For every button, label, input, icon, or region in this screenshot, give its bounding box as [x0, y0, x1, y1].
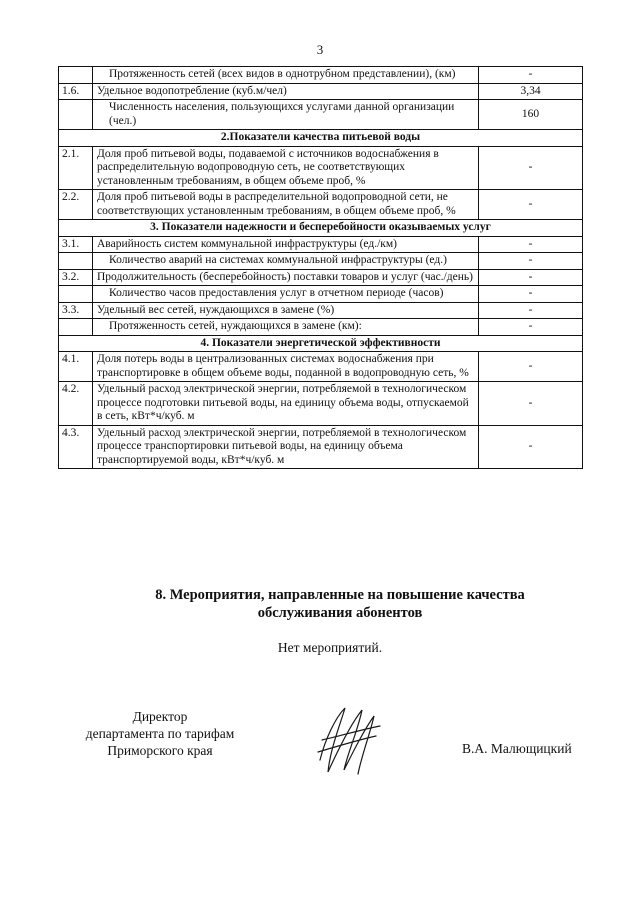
indicator-name: Удельный вес сетей, нуждающихся в замене (%): [93, 302, 479, 319]
table-row: [59, 302, 583, 319]
row-number: 3.3.: [59, 302, 93, 319]
indicators-table: [58, 66, 583, 469]
indicator-value: -: [479, 190, 583, 220]
section-8-heading-line-1: 8. Мероприятия, направленные на повышение качества: [155, 587, 525, 603]
indicator-name: Удельный расход электрической энергии, потребляемой в технологическом процессе транспортировки питьевой воды, на единицу объема транспортируемой воды, кВт*ч/куб. м: [93, 425, 479, 469]
indicator-value: -: [479, 425, 583, 469]
section-header-row: [59, 220, 583, 237]
row-number: 2.2.: [59, 190, 93, 220]
section-header: 2.Показатели качества питьевой воды: [59, 130, 583, 147]
table-row: [59, 190, 583, 220]
row-number: 3.2.: [59, 269, 93, 286]
signatory-name: В.А. Малющицкий: [462, 741, 572, 756]
handwritten-signature: [300, 700, 390, 780]
indicator-value: -: [479, 382, 583, 426]
indicator-name: Аварийность систем коммунальной инфраструктуры (ед./км): [93, 236, 479, 253]
section-8-heading: [100, 586, 580, 622]
table-row: [59, 319, 583, 336]
indicator-value: -: [479, 269, 583, 286]
indicator-value: -: [479, 253, 583, 270]
indicator-value: 3,34: [479, 83, 583, 100]
table-row: [59, 352, 583, 382]
section-header-row: [59, 335, 583, 352]
no-measures-text: Нет мероприятий.: [277, 640, 383, 655]
indicator-name: Численность населения, пользующихся услугами данной организации (чел.): [93, 100, 479, 130]
row-number: [59, 67, 93, 84]
indicator-value: -: [479, 67, 583, 84]
signatory-title-line-1: Директор: [132, 709, 188, 724]
row-number: 4.2.: [59, 382, 93, 426]
table-row: [59, 236, 583, 253]
indicator-name: Количество часов предоставления услуг в отчетном периоде (часов): [93, 286, 479, 303]
table-row: [59, 286, 583, 303]
table-row: [59, 100, 583, 130]
indicator-value: -: [479, 146, 583, 190]
indicator-name: Продолжительность (бесперебойность) поставки товаров и услуг (час./день): [93, 269, 479, 286]
section-header-row: [59, 130, 583, 147]
row-number: 3.1.: [59, 236, 93, 253]
indicator-value: -: [479, 286, 583, 303]
page-number: 3: [316, 42, 324, 57]
section-header: 4. Показатели энергетической эффективности: [59, 335, 583, 352]
table-row: [59, 83, 583, 100]
row-number: [59, 253, 93, 270]
section-header: 3. Показатели надежности и бесперебойности оказываемых услуг: [59, 220, 583, 237]
indicator-name: Количество аварий на системах коммунальной инфраструктуры (ед.): [93, 253, 479, 270]
section-8-heading-line-2: обслуживания абонентов: [257, 605, 423, 621]
indicator-value: 160: [479, 100, 583, 130]
indicator-name: Протяженность сетей, нуждающихся в замене (км):: [93, 319, 479, 336]
table-row: [59, 382, 583, 426]
indicator-value: -: [479, 302, 583, 319]
row-number: 1.6.: [59, 83, 93, 100]
row-number: [59, 319, 93, 336]
table-row: [59, 253, 583, 270]
signatory-title-line-3: Приморского края: [107, 743, 213, 758]
row-number: 4.3.: [59, 425, 93, 469]
indicator-name: Протяженность сетей (всех видов в однотрубном представлении), (км): [93, 67, 479, 84]
row-number: 2.1.: [59, 146, 93, 190]
indicator-value: -: [479, 236, 583, 253]
indicator-name: Доля проб питьевой воды, подаваемой с источников водоснабжения в распределительную водопроводную сеть, не соответствующих установленным требованиям, в общем объеме проб, %: [93, 146, 479, 190]
indicator-name: Доля потерь воды в централизованных системах водоснабжения при транспортировке в общем объеме воды, поданной в водопроводную сеть, %: [93, 352, 479, 382]
row-number: [59, 100, 93, 130]
indicator-name: Доля проб питьевой воды в распределительной водопроводной сети, не соответствующих установленным требованиям, в общем объеме проб, %: [93, 190, 479, 220]
table-row: [59, 67, 583, 84]
row-number: [59, 286, 93, 303]
indicator-value: -: [479, 352, 583, 382]
indicator-name: Удельное водопотребление (куб.м/чел): [93, 83, 479, 100]
row-number: 4.1.: [59, 352, 93, 382]
signatory-title-line-2: департамента по тарифам: [85, 726, 235, 741]
indicator-value: -: [479, 319, 583, 336]
indicator-name: Удельный расход электрической энергии, потребляемой в технологическом процессе подготовки питьевой воды, на единицу объема воды, отпускаемой в сеть, кВт*ч/куб. м: [93, 382, 479, 426]
table-row: [59, 425, 583, 469]
table-row: [59, 269, 583, 286]
table-row: [59, 146, 583, 190]
signatory-title: [55, 708, 265, 759]
